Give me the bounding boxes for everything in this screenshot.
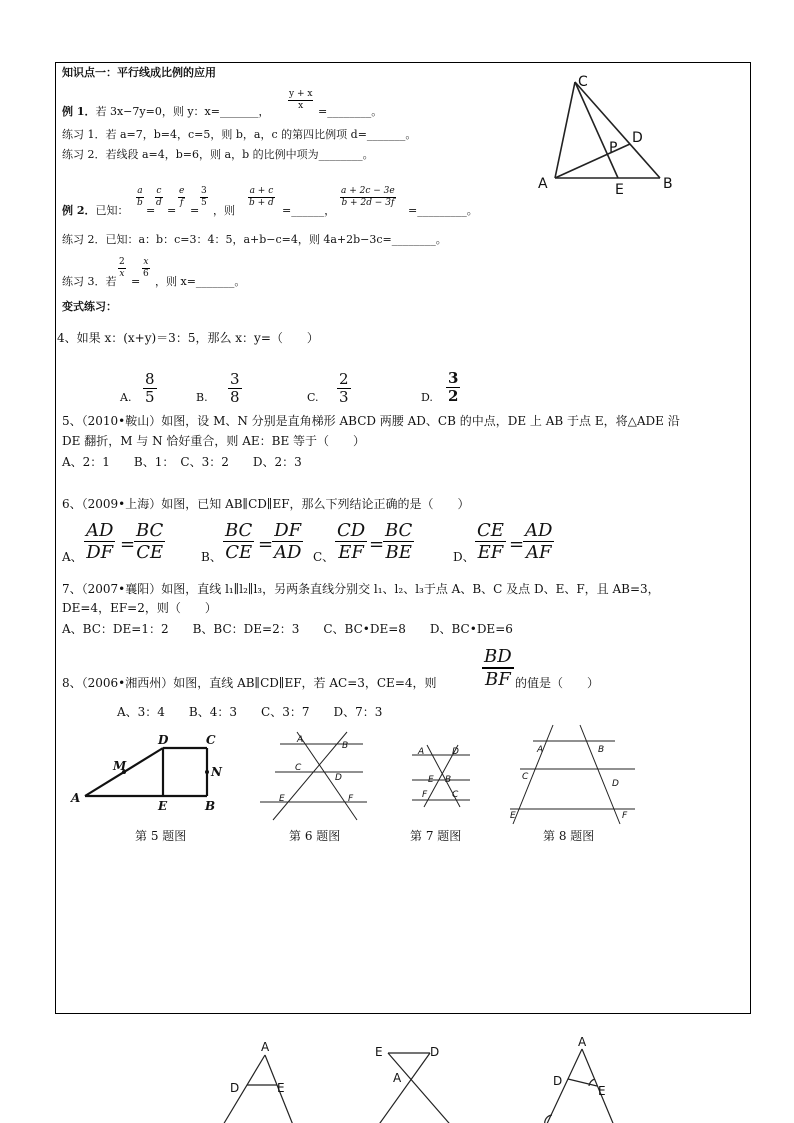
example-2-label: 例 2． [62, 204, 96, 217]
label-C: C [206, 733, 216, 747]
example-2-mid: ，则 [213, 204, 235, 217]
q6-option-b-label: B、 [201, 550, 222, 564]
label-A: A [297, 735, 304, 745]
practice-2b: 练习 2．已知：a：b：c=3：4：5，a+b−c=4，则 4a+2b−3c=________。 [62, 233, 447, 246]
label-E: E [598, 1084, 606, 1098]
label-E: E [615, 182, 624, 198]
fraction-denominator: CE [136, 542, 164, 563]
fraction-numerator: a + c [249, 186, 274, 196]
label-A: A [538, 176, 548, 192]
q6-c-left-fraction [335, 522, 367, 562]
label-A: A [537, 745, 544, 755]
example-1-label: 例 1． [62, 105, 96, 118]
label-A: A [261, 1040, 270, 1054]
example-2-blank-2: =_________。 [408, 204, 478, 217]
fraction-numerator: CE [477, 520, 504, 541]
example-1-text: 若 3x−7y=0，则 y：x=_______， [95, 105, 270, 118]
ex2-frac-e-f [178, 186, 185, 209]
fraction-numerator: BD [484, 646, 512, 667]
example-1-fraction [288, 89, 313, 112]
label-C: C [452, 790, 459, 800]
label-P: P [609, 140, 618, 156]
question-8-tail: 的值是（ ） [515, 676, 600, 690]
label-B: B [598, 745, 605, 755]
fraction-denominator: DF [86, 542, 114, 563]
q4-option-a-label: A. [120, 391, 132, 404]
fraction-numerator: DF [272, 522, 303, 542]
fraction-numerator: 3 [230, 370, 240, 388]
q6-c-right-fraction [383, 522, 414, 562]
fraction-numerator: c [156, 186, 162, 196]
fraction-numerator: 8 [145, 370, 155, 388]
question-7-options: A、BC：DE=1：2 B、BC：DE=2：3 C、BC•DE=8 D、BC•DE=6 [62, 622, 513, 636]
practice-1: 练习 1．若 a=7，b=4，c=5，则 b，a，c 的第四比例项 d=_______。 [62, 128, 417, 141]
question-7-line-2: DE=4，EF=2，则（ ） [62, 601, 217, 615]
fraction-denominator: CE [225, 542, 253, 563]
fraction-denominator: f [179, 198, 184, 208]
fraction-denominator: 3 [339, 388, 349, 406]
q6-d-right-fraction [523, 522, 554, 562]
fraction-numerator: y + x [289, 89, 313, 99]
label-B: B [445, 775, 452, 785]
question-8: 8、（2006•湘西州）如图，直线 AB∥CD∥EF，若 AC=3，CE=4，则 [62, 676, 437, 690]
label-E: E [277, 1081, 285, 1095]
fraction-numerator: BC [385, 520, 413, 541]
fraction-numerator: CD [337, 520, 366, 541]
question-5-line-1: 5、（2010•鞍山）如图，设 M、N 分别是直角梯形 ABCD 两腰 AD、CB 的中点，DE 上 AB 于点 E，将△ADE 沿 [62, 414, 680, 428]
bottom-figure-1 [210, 1035, 300, 1123]
equals-sign: = [146, 204, 156, 217]
example-2-prefix: 已知： [95, 204, 129, 217]
example-2 [62, 204, 128, 218]
fraction-denominator: EF [477, 542, 504, 563]
q6-d-left-fraction [475, 522, 506, 562]
equals-sign: = [369, 534, 385, 555]
label-N: N [211, 765, 222, 779]
label-C: C [578, 74, 588, 90]
question-5-options: A、2：1 B、1： C、3：2 D、2：3 [62, 455, 302, 469]
equals-sign: = [258, 534, 274, 555]
question-6: 6、（2009•上海）如图，已知 AB∥CD∥EF，那么下列结论正确的是（ ） [62, 497, 470, 511]
label-E: E [510, 811, 516, 821]
figure-6 [255, 722, 370, 827]
fraction-denominator: 5 [145, 388, 155, 406]
equals-sign: = [131, 275, 141, 288]
bottom-figure-3 [535, 1033, 635, 1123]
fraction-denominator: d [156, 198, 162, 208]
q4-option-c-label: C. [307, 391, 319, 404]
label-D: D [452, 747, 459, 757]
equals-sign: = [190, 204, 200, 217]
figure-8-caption: 第 8 题图 [543, 829, 595, 843]
label-B: B [342, 741, 349, 751]
q8-fraction [482, 648, 514, 689]
figure-6-caption: 第 6 题图 [289, 829, 341, 843]
fraction-denominator: x [298, 101, 304, 111]
ex2-frac-3-5 [200, 186, 208, 209]
label-A: A [418, 747, 425, 757]
ex2-frac-c-d [155, 186, 163, 209]
fraction-numerator: BC [136, 520, 164, 541]
fraction-denominator: EF [338, 542, 364, 563]
label-E: E [158, 799, 168, 813]
practice-3-frac-1 [118, 257, 126, 280]
q4-option-c-fraction [337, 371, 351, 406]
example-1 [62, 105, 269, 119]
fraction-numerator: x [143, 257, 149, 267]
label-F: F [422, 790, 428, 800]
fraction-denominator: b + 2d − 3f [341, 198, 395, 208]
label-E: E [375, 1045, 383, 1059]
label-A: A [71, 791, 81, 805]
equals-sign: = [509, 534, 525, 555]
label-A: A [393, 1071, 402, 1085]
ex2-frac-combo [340, 186, 396, 209]
figure-5 [65, 730, 230, 815]
label-F: F [348, 794, 354, 804]
point-N [205, 770, 209, 774]
fraction-denominator: 6 [143, 269, 149, 279]
ex2-frac-a-b [136, 186, 144, 209]
fraction-denominator: BF [482, 668, 514, 689]
label-A: A [578, 1035, 587, 1049]
fraction-numerator: e [179, 186, 185, 196]
label-C: C [295, 763, 302, 773]
figure-7 [410, 740, 475, 810]
equals-sign: = [167, 204, 177, 217]
label-D: D [612, 779, 619, 789]
practice-3-frac-2 [142, 257, 150, 280]
label-D: D [230, 1081, 240, 1095]
figure-8 [505, 722, 640, 827]
question-8-options: A、3：4 B、4：3 C、3：7 D、7：3 [117, 705, 383, 719]
practice-3-tail: ，则 x=_______。 [155, 275, 246, 288]
q6-a-left-fraction [84, 522, 115, 562]
fraction-denominator: BE [385, 542, 412, 563]
figure-5-caption: 第 5 题图 [135, 829, 187, 843]
label-D: D [632, 130, 643, 146]
label-E: E [428, 775, 434, 785]
fraction-denominator: AF [525, 542, 552, 563]
q4-option-b-fraction [228, 371, 242, 406]
q6-option-a-label: A、 [62, 550, 83, 564]
figure-7-caption: 第 7 题图 [410, 829, 462, 843]
fraction-numerator: 2 [119, 257, 125, 267]
q4-option-d-label: D. [421, 391, 433, 404]
fraction-denominator: AD [274, 542, 302, 563]
fraction-numerator: 3 [448, 369, 459, 387]
q6-option-d-label: D、 [453, 550, 475, 564]
fraction-denominator: 8 [230, 388, 240, 406]
q6-a-right-fraction [134, 522, 165, 562]
fraction-numerator: 3 [201, 186, 207, 196]
section-title: 知识点一：平行线成比例的应用 [62, 66, 216, 79]
q4-option-b-label: B. [196, 391, 208, 404]
fraction-numerator: AD [86, 520, 114, 541]
label-B: B [663, 176, 673, 192]
fraction-denominator: b + d [249, 198, 274, 208]
label-B: B [205, 799, 216, 813]
label-E: E [279, 794, 285, 804]
label-F: F [622, 811, 628, 821]
ex2-frac-sum [248, 186, 275, 209]
q4-option-d-fraction [446, 370, 460, 405]
question-4: 4、如果 x：(x+y)＝3：5，那么 x：y=（ ） [57, 331, 319, 345]
fraction-numerator: a [137, 186, 143, 196]
q4-option-a-fraction [143, 371, 157, 406]
practice-3-prefix: 练习 3．若 [62, 275, 117, 288]
fraction-numerator: a + 2c − 3e [341, 186, 395, 196]
label-C: C [522, 772, 529, 782]
variant-title: 变式练习： [62, 300, 117, 313]
fraction-denominator: 2 [448, 387, 459, 405]
fraction-numerator: AD [525, 520, 553, 541]
triangle-apcb-figure [530, 70, 680, 200]
fraction-numerator: 2 [339, 370, 349, 388]
q6-b-left-fraction [223, 522, 254, 562]
label-D: D [553, 1074, 563, 1088]
question-7-line-1: 7、（2007•襄阳）如图，直线 l₁∥l₂∥l₃，另两条直线分别交 l₁、l₂、l₃于点 A、B、C 及点 D、E、F，且 AB=3， [62, 582, 660, 596]
q6-b-right-fraction [272, 522, 303, 562]
question-5-line-2: DE 翻折，M 与 N 恰好重合，则 AE：BE 等于（ ） [62, 434, 366, 448]
label-D: D [158, 733, 169, 747]
example-2-blank-1: =______， [282, 204, 336, 217]
equals-sign: = [120, 534, 136, 555]
practice-2: 练习 2．若线段 a=4，b=6，则 a，b 的比例中项为________。 [62, 148, 374, 161]
label-M: M [113, 759, 127, 773]
fraction-denominator: x [119, 269, 125, 279]
q6-option-c-label: C、 [313, 550, 335, 564]
example-1-tail: =________。 [318, 105, 383, 118]
fraction-numerator: BC [225, 520, 253, 541]
bottom-figure-2 [370, 1040, 470, 1123]
fraction-denominator: 5 [201, 198, 207, 208]
label-D: D [430, 1045, 440, 1059]
label-D: D [335, 773, 342, 783]
fraction-denominator: b [137, 198, 143, 208]
